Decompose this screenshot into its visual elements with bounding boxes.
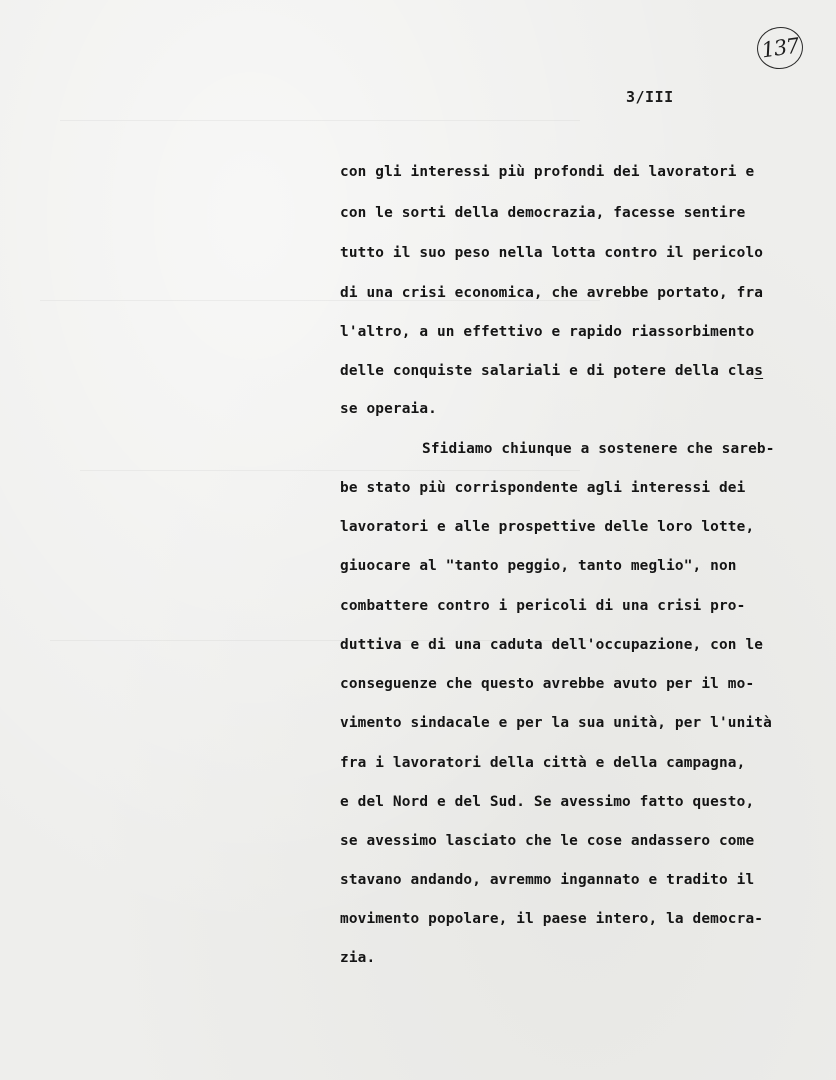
text-line: delle conquiste salariali e di potere della clas [340,363,764,379]
text-line: duttiva e di una caduta dell'occupazione, con le [340,637,764,653]
text-line: se avessimo lasciato che le cose andassero come [340,833,755,849]
text-line: stavano andando, avremmo ingannato e tradito il [340,872,755,888]
bleed-through-mark [80,470,580,471]
text-line: con gli interessi più profondi dei lavoratori e [340,164,755,180]
text-line: giuocare al "tanto peggio, tanto meglio", non [340,558,737,574]
underlined-letter: s [754,363,764,379]
text-line: l'altro, a un effettivo e rapido riassorbimento [340,324,755,340]
text-line: tutto il suo peso nella lotta contro il pericolo [340,245,764,261]
text-line: be stato più corrispondente agli interessi dei [340,480,746,496]
text-line: se operaia. [340,401,437,417]
text-line: conseguenze che questo avrebbe avuto per il mo- [340,676,755,692]
text-line: fra i lavoratori della città e della campagna, [340,755,746,771]
text-line: con le sorti della democrazia, facesse sentire [340,205,746,221]
folio-number-circled: 137 [754,24,805,72]
text-line: lavoratori e alle prospettive delle loro lotte, [340,519,755,535]
text-line: e del Nord e del Sud. Se avessimo fatto questo, [340,794,755,810]
text-line: vimento sindacale e per la sua unità, per l'unità [340,715,772,731]
text-line: combattere contro i pericoli di una crisi pro- [340,598,746,614]
text-line: zia. [340,950,376,966]
bleed-through-mark [60,120,580,121]
text-line: movimento popolare, il paese intero, la democra- [340,911,764,927]
text-line-indented: Sfidiamo chiunque a sostenere che sareb- [422,441,775,457]
text-line: di una crisi economica, che avrebbe portato, fra [340,285,764,301]
page-reference: 3/III [626,88,674,106]
